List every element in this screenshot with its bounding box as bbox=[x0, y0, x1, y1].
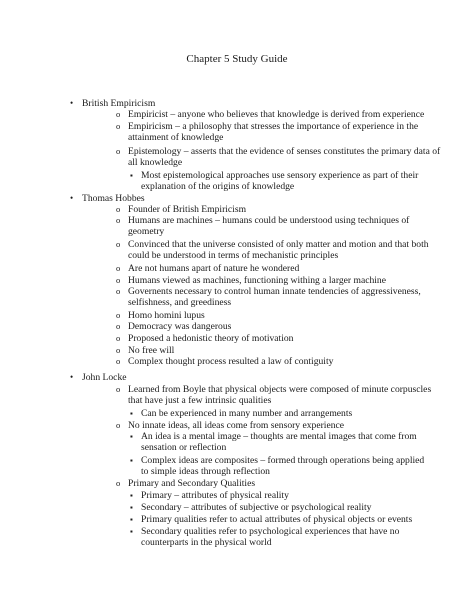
outline-item-text: Empiricist – anyone who believes that knowledge is derived from experience bbox=[128, 109, 425, 120]
bullet-icon: ▪ bbox=[130, 456, 133, 465]
outline-item-text: Secondary qualities refer to psychological experiences that have no counterparts in the physical world bbox=[141, 526, 400, 549]
bullet-icon: o bbox=[116, 263, 121, 273]
outline-item-text: An idea is a mental image – thoughts are mental images that come from sensation or reflection bbox=[141, 431, 417, 454]
outline-item-text: Most epistemological approaches use sensory experience as part of their explanation of the origins of knowledge bbox=[141, 170, 419, 193]
bullet-icon: o bbox=[116, 239, 121, 249]
bullet-icon: o bbox=[116, 275, 121, 285]
outline-item-text: Can be experienced in many number and arrangements bbox=[141, 408, 353, 419]
outline-item-text: Empiricism – a philosophy that stresses the importance of experience in the attainment of knowledge bbox=[128, 121, 419, 144]
bullet-icon: ▪ bbox=[130, 171, 133, 180]
bullet-icon: o bbox=[116, 333, 121, 343]
outline-item-text: British Empiricism bbox=[82, 98, 156, 109]
bullet-icon: ▪ bbox=[130, 527, 133, 536]
page-title: Chapter 5 Study Guide bbox=[186, 53, 288, 65]
outline-item-text: Humans viewed as machines, functioning withing a larger machine bbox=[128, 275, 386, 286]
bullet-icon: • bbox=[70, 372, 74, 382]
outline-item-text: Democracy was dangerous bbox=[128, 321, 232, 332]
outline-item-text: Complex thought process resulted a law of contiguity bbox=[128, 356, 334, 367]
bullet-icon: o bbox=[116, 384, 121, 394]
bullet-icon: ▪ bbox=[130, 409, 133, 418]
bullet-icon: ▪ bbox=[130, 503, 133, 512]
outline-item-text: Primary and Secondary Qualities bbox=[128, 478, 256, 489]
bullet-icon: o bbox=[116, 146, 121, 156]
outline-item-text: Epistemology – asserts that the evidence of senses constitutes the primary data of all knowledge bbox=[128, 146, 441, 169]
bullet-icon: o bbox=[116, 420, 121, 430]
bullet-icon: o bbox=[116, 356, 121, 366]
outline-item-text: Convinced that the universe consisted of only matter and motion and that both could be understood in terms of mechanistic principles bbox=[128, 239, 429, 262]
bullet-icon: o bbox=[116, 321, 121, 331]
outline-item-text: Complex ideas are composites – formed through operations being applied to simple ideas through reflection bbox=[141, 455, 425, 478]
outline-item-text: Founder of British Empiricism bbox=[128, 204, 247, 215]
outline-item-text: Governents necessary to control human innate tendencies of aggressiveness, selfishness, and greediness bbox=[128, 286, 421, 309]
bullet-icon: o bbox=[116, 310, 121, 320]
outline-item-text: Homo homini lupus bbox=[128, 310, 205, 321]
outline-item-text: Secondary – attributes of subjective or psychological reality bbox=[141, 502, 372, 513]
bullet-icon: o bbox=[116, 286, 121, 296]
outline-item-text: John Locke bbox=[82, 372, 127, 383]
bullet-icon: • bbox=[70, 98, 74, 108]
outline-item-text: Thomas Hobbes bbox=[82, 193, 145, 204]
bullet-icon: • bbox=[70, 193, 74, 203]
bullet-icon: o bbox=[116, 478, 121, 488]
outline-item-text: Primary qualities refer to actual attributes of physical objects or events bbox=[141, 514, 413, 525]
outline-item-text: No innate ideas, all ideas come from sensory experience bbox=[128, 420, 345, 431]
outline-item-text: Proposed a hedonistic theory of motivation bbox=[128, 333, 294, 344]
outline-item-text: No free will bbox=[128, 345, 175, 356]
outline-item-text: Learned from Boyle that physical objects were composed of minute corpuscles that have just a few intrinsic qualities bbox=[128, 384, 432, 407]
outline-item-text: Are not humans apart of nature he wondered bbox=[128, 263, 300, 274]
bullet-icon: o bbox=[116, 215, 121, 225]
outline-item-text: Primary – attributes of physical reality bbox=[141, 490, 289, 501]
bullet-icon: ▪ bbox=[130, 491, 133, 500]
bullet-icon: ▪ bbox=[130, 432, 133, 441]
bullet-icon: o bbox=[116, 121, 121, 131]
bullet-icon: ▪ bbox=[130, 515, 133, 524]
outline-item-text: Humans are machines – humans could be understood using techniques of geometry bbox=[128, 215, 410, 238]
bullet-icon: o bbox=[116, 109, 121, 119]
bullet-icon: o bbox=[116, 204, 121, 214]
bullet-icon: o bbox=[116, 345, 121, 355]
